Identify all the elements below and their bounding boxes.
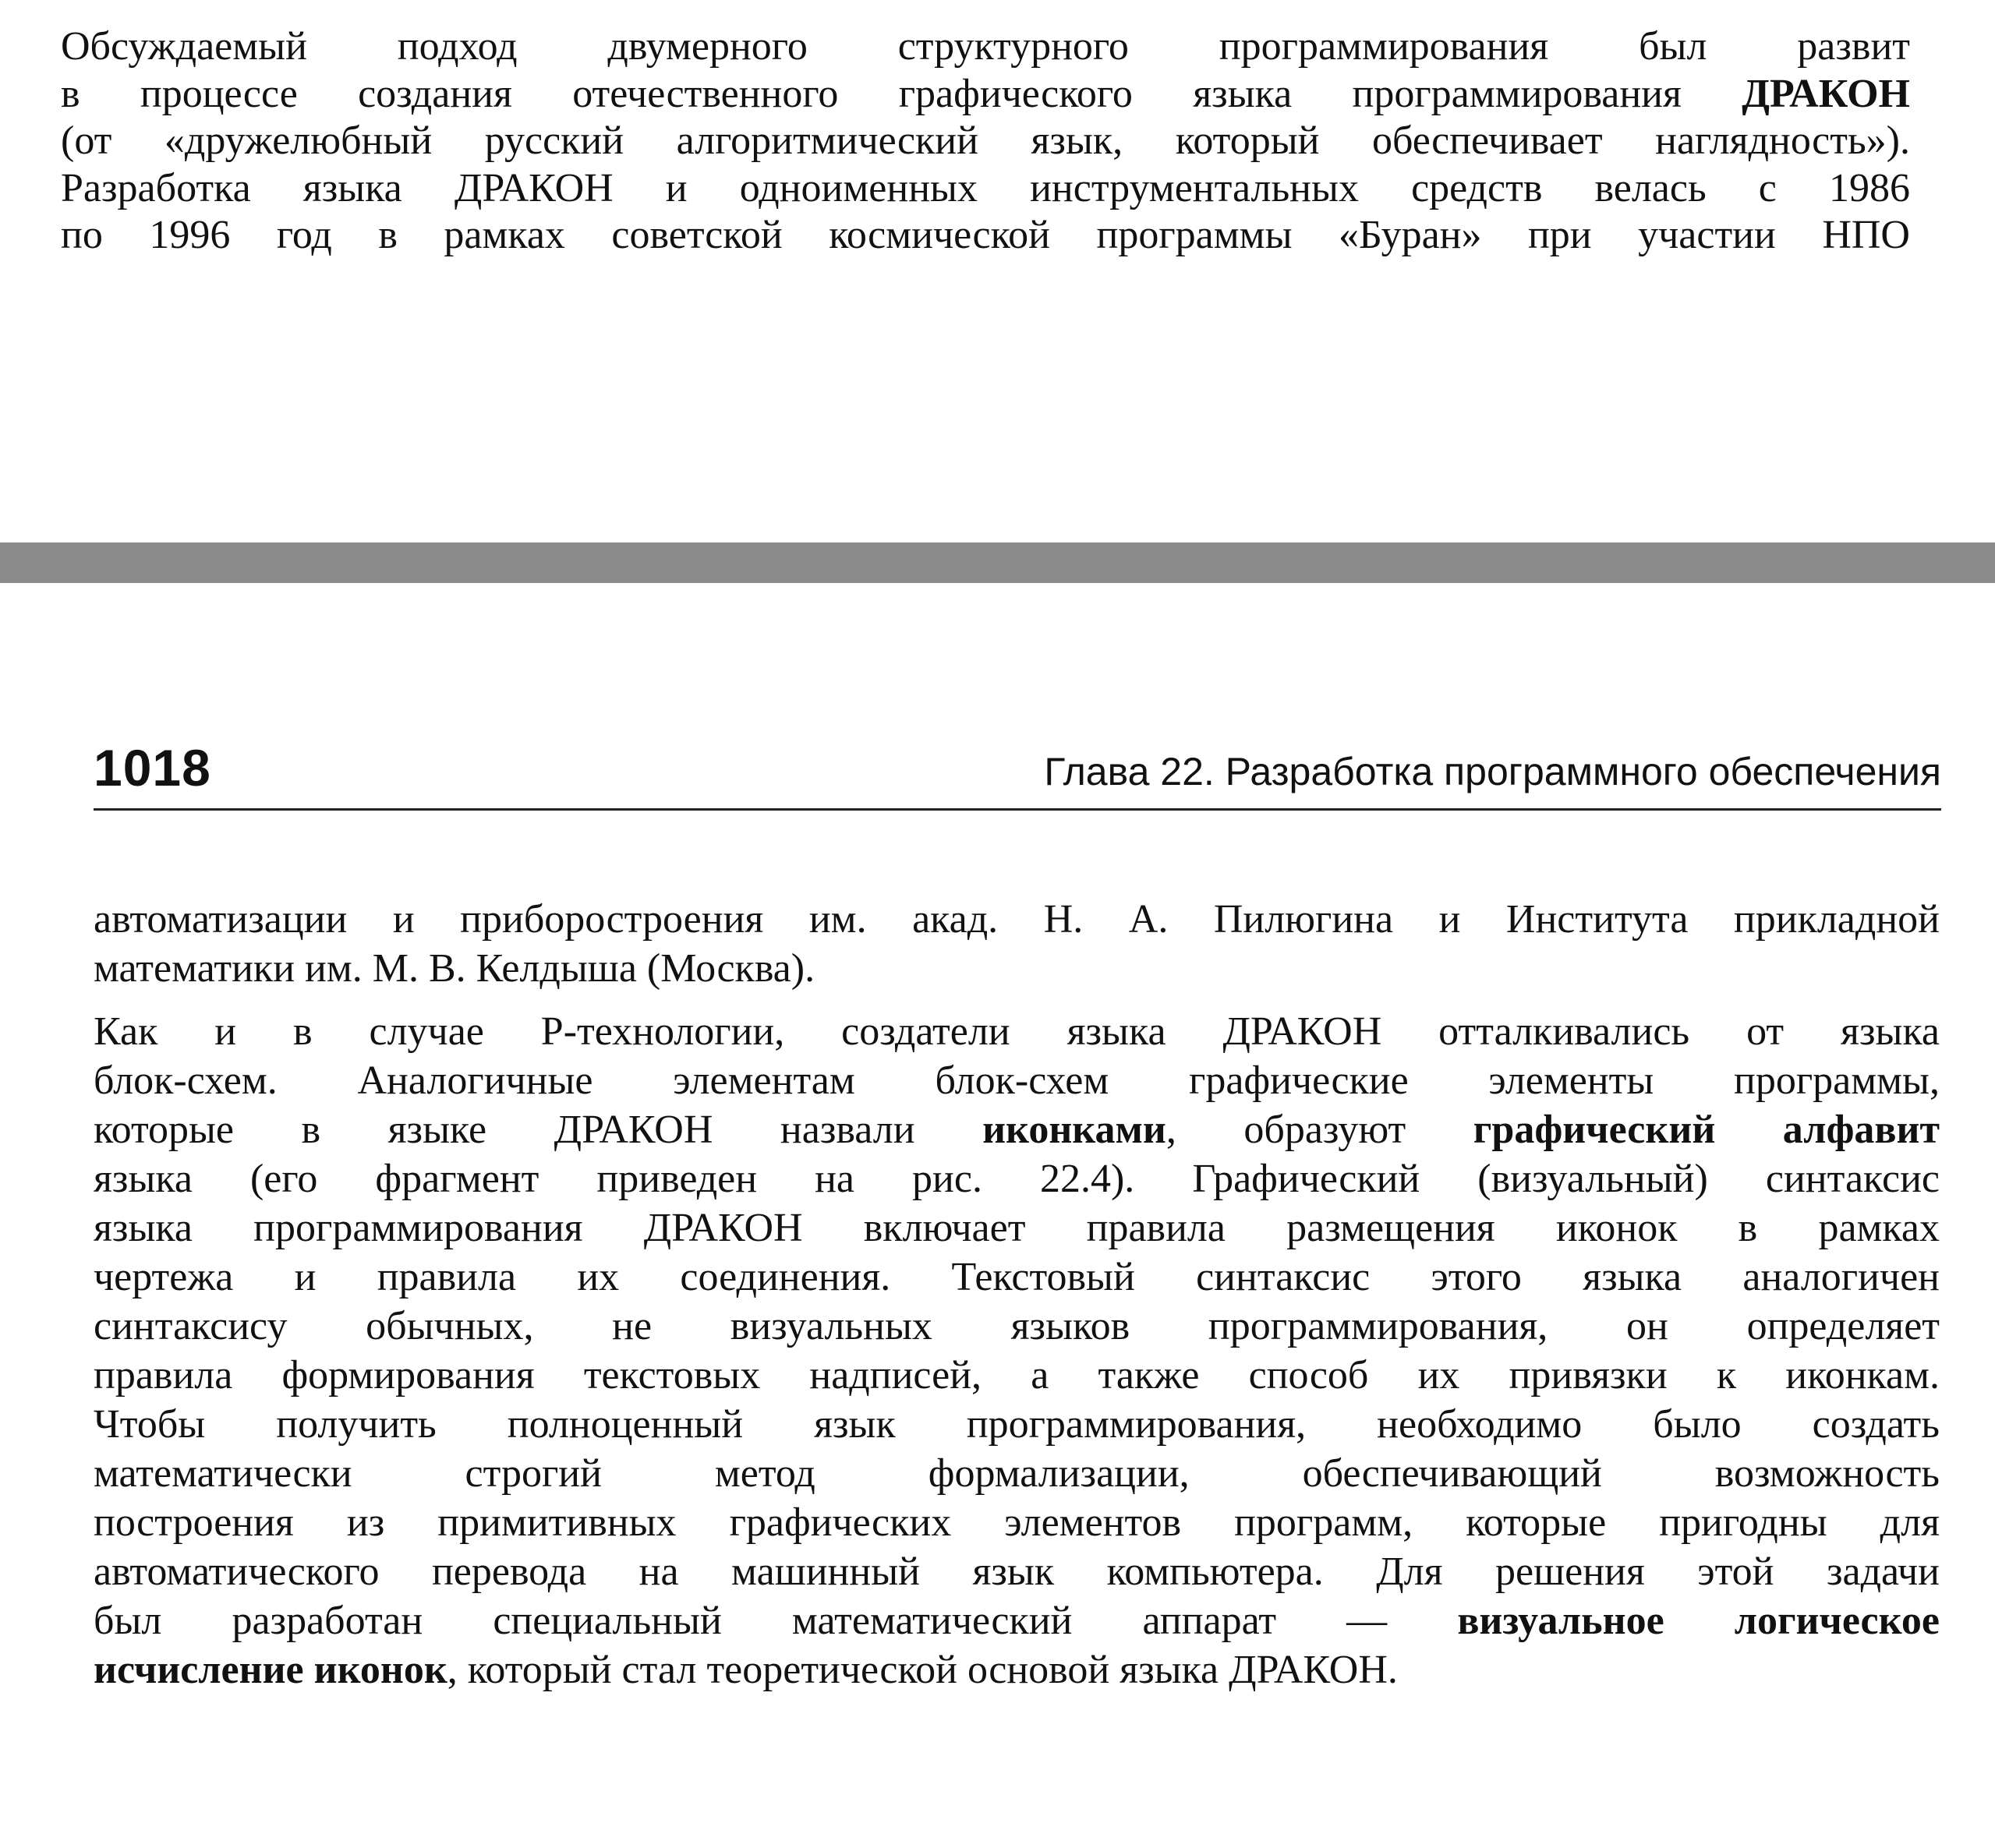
- para2-line-12: автоматического перевода на машинный язык компьютера. Для решения этой задачи: [94, 1549, 1940, 1594]
- para2-line-3: [94, 1105, 1940, 1154]
- para2-line-13: [94, 1596, 1940, 1645]
- page-body: [94, 895, 1940, 1694]
- paragraph-2: [94, 1007, 1940, 1694]
- para2-line-8: правила формирования текстовых надписей, а также способ их привязки к иконкам.: [94, 1353, 1940, 1397]
- para2-line-10: математически строгий метод формализации, обеспечивающий возможность: [94, 1451, 1940, 1496]
- term-icons: иконками: [982, 1108, 1166, 1152]
- previous-page-fragment: [61, 23, 1910, 260]
- term-graphic-alphabet: графический алфавит: [1473, 1108, 1940, 1152]
- prev-line-2: [61, 71, 1910, 118]
- page-divider: [0, 542, 1995, 583]
- prev-line-1: Обсуждаемый подход двумерного структурного программирования был развит: [61, 24, 1910, 69]
- running-header: [94, 737, 1941, 811]
- term-drakon: ДРАКОН: [1742, 71, 1910, 116]
- para2-line-13-start: был разработан специальный математический аппарат —: [94, 1599, 1458, 1643]
- para1-line-1: автоматизации и приборостроения им. акад. Н. А. Пилюгина и Института прикладной: [94, 897, 1940, 942]
- para2-line-11: построения из примитивных графических элементов программ, которые пригодны для: [94, 1500, 1940, 1545]
- para2-line-3-start: которые в языке ДРАКОН назвали: [94, 1108, 983, 1152]
- para2-line-2: блок-схем. Аналогичные элементам блок-схем графические элементы программы,: [94, 1058, 1940, 1103]
- term-icon-calculus: исчисление иконок: [94, 1648, 447, 1692]
- prev-line-3: (от «дружелюбный русский алгоритмический язык, который обеспечивает наглядность»).: [61, 118, 1910, 163]
- para2-line-3-middle: , образуют: [1166, 1108, 1473, 1152]
- para2-line-1: Как и в случае Р-технологии, создатели языка ДРАКОН отталкивались от языка: [94, 1009, 1940, 1054]
- para2-line-4: языка (его фрагмент приведен на рис. 22.4). Графический (визуальный) синтаксис: [94, 1157, 1940, 1201]
- para1-line-2: математики им. М. В. Келдыша (Москва).: [94, 946, 815, 991]
- page-number: 1018: [94, 739, 211, 797]
- paragraph-1: [94, 895, 1940, 993]
- para2-line-9: Чтобы получить полноценный язык программирования, необходимо было создать: [94, 1402, 1940, 1447]
- para2-line-6: чертежа и правила их соединения. Текстовый синтаксис этого языка аналогичен: [94, 1255, 1940, 1299]
- para2-line-5: языка программирования ДРАКОН включает правила размещения иконок в рамках: [94, 1206, 1940, 1250]
- para2-line-14: [94, 1645, 1940, 1694]
- para2-line-14-end: , который стал теоретической основой языка ДРАКОН.: [447, 1648, 1398, 1692]
- chapter-title: Глава 22. Разработка программного обеспечения: [1044, 750, 1941, 793]
- prev-line-5: по 1996 год в рамках советской космической программы «Буран» при участии НПО: [61, 213, 1910, 257]
- term-visual-logical: визуальное логическое: [1457, 1599, 1940, 1643]
- prev-line-2-text: в процессе создания отечественного графического языка программирования: [61, 71, 1742, 116]
- prev-line-4: Разработка языка ДРАКОН и одноименных инструментальных средств велась с 1986: [61, 165, 1910, 210]
- para2-line-7: синтаксису обычных, не визуальных языков программирования, он определяет: [94, 1304, 1940, 1348]
